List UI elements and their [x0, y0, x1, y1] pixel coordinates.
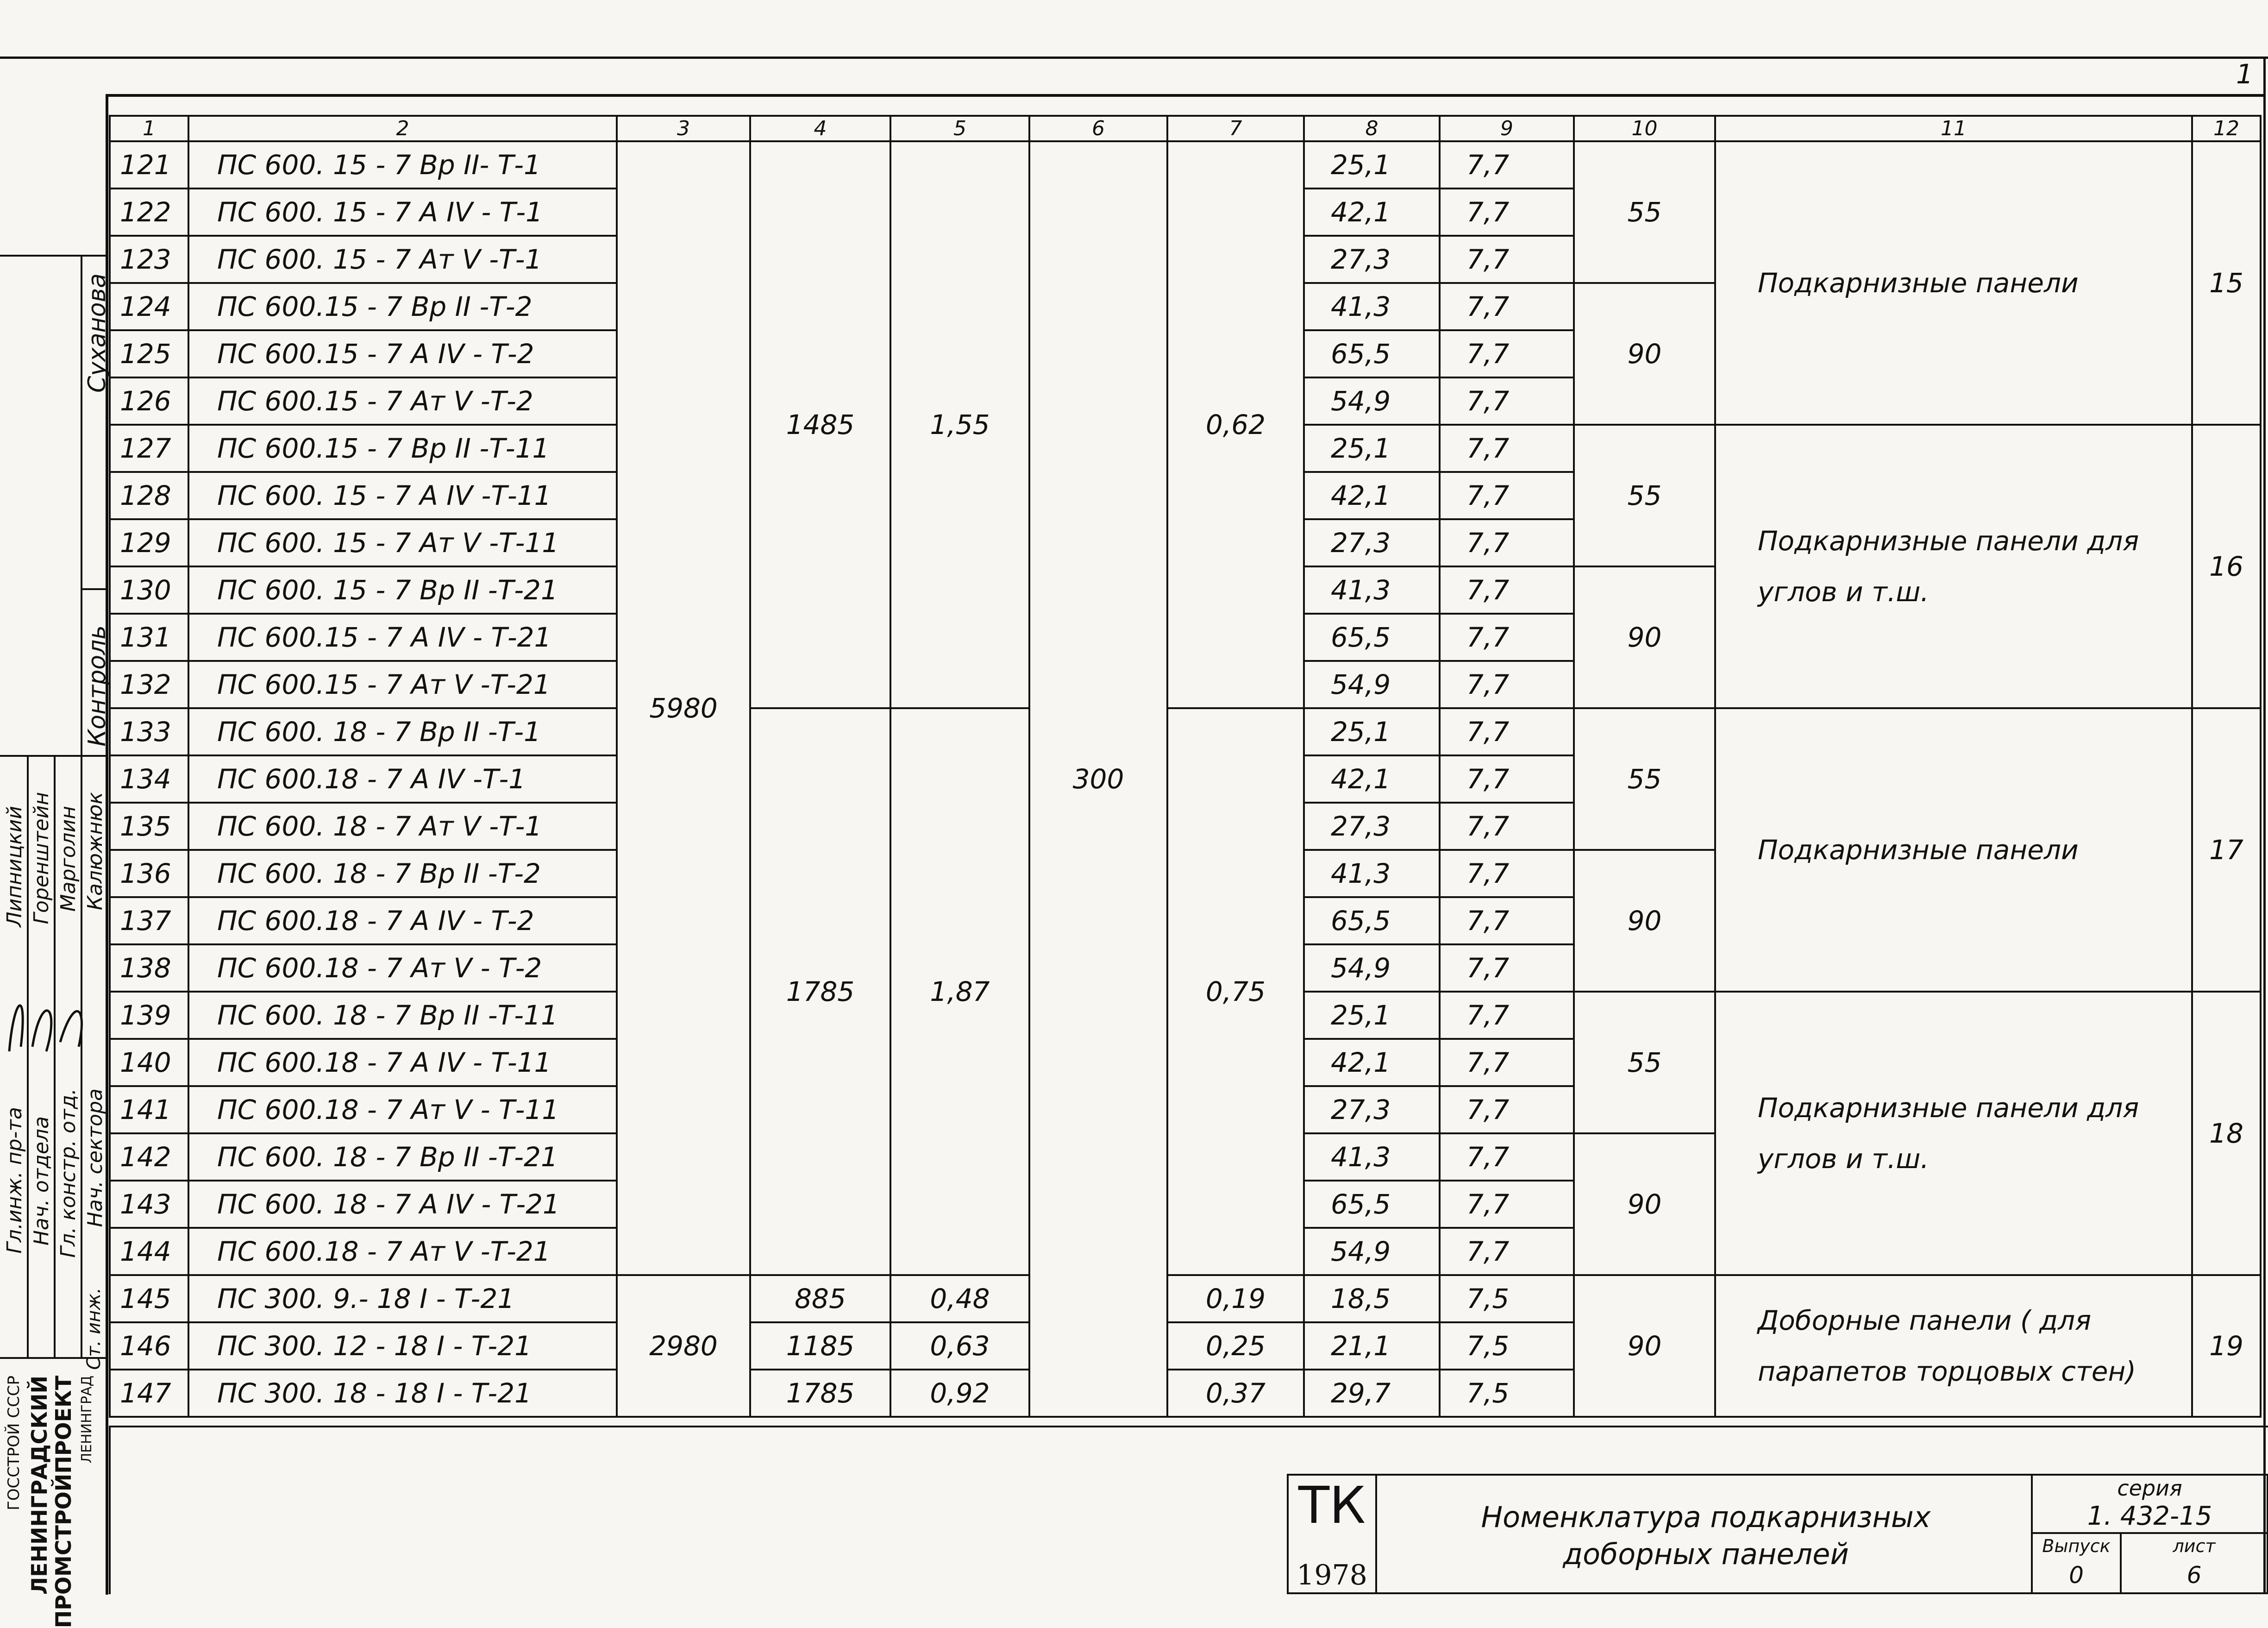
rebar-cell: 7,7	[1440, 1228, 1574, 1275]
table-row	[110, 141, 2261, 189]
issue-box	[2031, 1532, 2122, 1594]
rebar-cell: 7,7	[1440, 330, 1574, 377]
volume-cell: 0,75	[1167, 708, 1304, 1275]
mass-cell: 65,5	[1304, 897, 1440, 944]
row-number-cell: 147	[110, 1370, 188, 1417]
series-box	[2031, 1474, 2268, 1534]
panel-mark-cell: ПС 600.15 - 7 Ат V -Т-21	[188, 661, 617, 708]
mass-cell: 25,1	[1304, 992, 1440, 1039]
mass-cell: 21,1	[1304, 1322, 1440, 1370]
grade-cell: 90	[1574, 850, 1715, 992]
grade-cell: 55	[1574, 425, 1715, 566]
mass-cell: 27,3	[1304, 803, 1440, 850]
rebar-cell: 7,7	[1440, 189, 1574, 236]
panel-mark-cell: ПС 300. 9.- 18 I - Т-21	[188, 1275, 617, 1322]
panel-mark-cell: ПС 600. 15 - 7 Вр II- Т-1	[188, 141, 617, 189]
rebar-cell: 7,7	[1440, 850, 1574, 897]
row-number-cell: 128	[110, 472, 188, 519]
tk-box	[1287, 1474, 1377, 1594]
row-number-cell: 132	[110, 661, 188, 708]
table-body	[110, 141, 2261, 1417]
height-cell: 1785	[750, 1370, 890, 1417]
row-number-cell: 134	[110, 755, 188, 803]
col-header: 6	[1029, 116, 1167, 141]
panel-mark-cell: ПС 300. 18 - 18 I - Т-21	[188, 1370, 617, 1417]
org-leningradsky: ЛЕНИНГРАДСКИЙ	[27, 1376, 52, 1595]
org-gosstroy: ГОССТРОЙ СССР	[5, 1376, 23, 1510]
row-number-cell: 139	[110, 992, 188, 1039]
rebar-cell: 7,7	[1440, 708, 1574, 755]
col-header: 1	[110, 116, 188, 141]
row-number-cell: 136	[110, 850, 188, 897]
panel-mark-cell: ПС 600. 18 - 7 Ат V -Т-1	[188, 803, 617, 850]
col-header: 4	[750, 116, 890, 141]
row-number-cell: 127	[110, 425, 188, 472]
panel-mark-cell: ПС 600. 15 - 7 Ат V -Т-11	[188, 519, 617, 566]
rebar-cell: 7,7	[1440, 992, 1574, 1039]
rebar-cell: 7,7	[1440, 661, 1574, 708]
header-row	[110, 116, 2261, 141]
panel-mark-cell: ПС 600.15 - 7 Ат V -Т-2	[188, 377, 617, 425]
grade-cell: 90	[1574, 566, 1715, 708]
rebar-cell: 7,7	[1440, 755, 1574, 803]
name-lipnitsky: Липницкий	[3, 806, 26, 927]
panel-mark-cell: ПС 600.15 - 7 А IV - Т-2	[188, 330, 617, 377]
weight-cell: 0,63	[890, 1322, 1029, 1370]
panel-mark-cell: ПС 600.18 - 7 А IV - Т-11	[188, 1039, 617, 1086]
title-box	[1375, 1474, 2033, 1594]
sheet-label: лист	[2173, 1536, 2216, 1556]
volume-cell: 0,62	[1167, 141, 1304, 708]
col-header: 8	[1304, 116, 1440, 141]
sheet-value: 6	[2187, 1562, 2202, 1589]
mass-cell: 54,9	[1304, 944, 1440, 992]
row-number-cell: 130	[110, 566, 188, 614]
mass-cell: 41,3	[1304, 850, 1440, 897]
mass-cell: 42,1	[1304, 1039, 1440, 1086]
name-gorenshtein: Горенштейн	[30, 792, 53, 924]
row-number-cell: 133	[110, 708, 188, 755]
row-number-cell: 129	[110, 519, 188, 566]
panel-mark-cell: ПС 600. 18 - 7 Вр II -Т-1	[188, 708, 617, 755]
mass-cell: 27,3	[1304, 236, 1440, 283]
drawing-title: Номенклатура подкарнизных доборных панелей	[1481, 1500, 1931, 1571]
row-number-cell: 124	[110, 283, 188, 330]
table-row	[110, 1275, 2261, 1322]
role-chief-designer: Гл. констр. отд.	[56, 1088, 80, 1258]
panel-mark-cell: ПС 600. 18 - 7 Вр II -Т-11	[188, 992, 617, 1039]
series-label: серия	[2117, 1476, 2182, 1501]
height-cell: 885	[750, 1275, 890, 1322]
name-kalyuzhnyuk: Калюжнюк	[83, 792, 107, 911]
stamp-year: 1978	[1297, 1559, 1367, 1591]
description-cell: Доборные панели ( для парапетов торцовых стен)	[1715, 1275, 2192, 1417]
rebar-cell: 7,5	[1440, 1322, 1574, 1370]
height-cell: 1485	[750, 141, 890, 708]
mass-cell: 65,5	[1304, 1181, 1440, 1228]
row-number-cell: 126	[110, 377, 188, 425]
length-cell: 5980	[617, 141, 750, 1275]
frame-top	[106, 94, 2266, 97]
org-leningrad: ЛЕНИНГРАД	[79, 1376, 95, 1464]
role-head-dept: Нач. отдела	[30, 1116, 53, 1246]
row-number-cell: 122	[110, 189, 188, 236]
ref-cell: 18	[2192, 992, 2261, 1275]
row-number-cell: 121	[110, 141, 188, 189]
mass-cell: 25,1	[1304, 425, 1440, 472]
mass-cell: 54,9	[1304, 377, 1440, 425]
row-number-cell: 138	[110, 944, 188, 992]
title-block	[109, 1426, 2268, 1594]
table-row	[110, 708, 2261, 755]
mass-cell: 41,3	[1304, 283, 1440, 330]
row-number-cell: 123	[110, 236, 188, 283]
rebar-cell: 7,5	[1440, 1275, 1574, 1322]
mass-cell: 42,1	[1304, 755, 1440, 803]
panel-mark-cell: ПС 600. 15 - 7 Ат V -Т-1	[188, 236, 617, 283]
rebar-cell: 7,7	[1440, 472, 1574, 519]
panel-mark-cell: ПС 600.18 - 7 Ат V - Т-2	[188, 944, 617, 992]
mass-cell: 54,9	[1304, 661, 1440, 708]
grade-cell: 90	[1574, 1133, 1715, 1275]
org-promstroyproekt: ПРОМСТРОЙПРОЕКТ	[51, 1376, 76, 1628]
role-chief-engineer: Гл.инж. пр-та	[3, 1107, 26, 1254]
description-cell: Подкарнизные панели для углов и т.ш.	[1715, 992, 2192, 1275]
grade-cell: 55	[1574, 708, 1715, 850]
mass-cell: 25,1	[1304, 708, 1440, 755]
height-cell: 1185	[750, 1322, 890, 1370]
mass-cell: 42,1	[1304, 189, 1440, 236]
panel-mark-cell: ПС 600. 18 - 7 Вр II -Т-21	[188, 1133, 617, 1181]
name-margolin: Марголин	[56, 806, 80, 912]
mass-cell: 18,5	[1304, 1275, 1440, 1322]
row-number-cell: 135	[110, 803, 188, 850]
row-number-cell: 144	[110, 1228, 188, 1275]
panel-mark-cell: ПС 600.18 - 7 Ат V - Т-11	[188, 1086, 617, 1133]
ref-cell: 19	[2192, 1275, 2261, 1417]
signatures	[0, 977, 107, 1061]
mass-cell: 27,3	[1304, 1086, 1440, 1133]
row-number-cell: 142	[110, 1133, 188, 1181]
nomenclature-table	[109, 115, 2262, 1418]
rebar-cell: 7,7	[1440, 614, 1574, 661]
col-header: 11	[1715, 116, 2192, 141]
mass-cell: 41,3	[1304, 566, 1440, 614]
grade-cell: 90	[1574, 283, 1715, 425]
rebar-cell: 7,7	[1440, 425, 1574, 472]
tk-label: ТК	[1298, 1476, 1366, 1535]
description-cell: Подкарнизные панели	[1715, 141, 2192, 425]
grade-cell: 90	[1574, 1275, 1715, 1417]
ref-cell: 16	[2192, 425, 2261, 708]
panel-mark-cell: ПС 600.18 - 7 А IV -Т-1	[188, 755, 617, 803]
rebar-cell: 7,7	[1440, 897, 1574, 944]
mass-cell: 25,1	[1304, 141, 1440, 189]
weight-cell: 0,48	[890, 1275, 1029, 1322]
row-number-cell: 141	[110, 1086, 188, 1133]
col-header: 5	[890, 116, 1029, 141]
rebar-cell: 7,7	[1440, 283, 1574, 330]
mass-cell: 27,3	[1304, 519, 1440, 566]
issue-label: Выпуск	[2042, 1536, 2111, 1556]
row-number-cell: 146	[110, 1322, 188, 1370]
grade-cell: 55	[1574, 992, 1715, 1133]
volume-cell: 0,19	[1167, 1275, 1304, 1322]
length-cell: 2980	[617, 1275, 750, 1417]
panel-mark-cell: ПС 600. 18 - 7 Вр II -Т-2	[188, 850, 617, 897]
mass-cell: 54,9	[1304, 1228, 1440, 1275]
sheet-box	[2120, 1532, 2268, 1594]
panel-mark-cell: ПС 600. 15 - 7 А IV - Т-1	[188, 189, 617, 236]
mass-cell: 65,5	[1304, 330, 1440, 377]
panel-mark-cell: ПС 600. 18 - 7 А IV - Т-21	[188, 1181, 617, 1228]
col-header: 7	[1167, 116, 1304, 141]
sidebar-sukhanova: Суханова	[83, 273, 111, 393]
panel-mark-cell: ПС 600.15 - 7 Вр II -Т-2	[188, 283, 617, 330]
mass-cell: 65,5	[1304, 614, 1440, 661]
sheet-corner-number: 1	[2236, 58, 2253, 90]
rebar-cell: 7,7	[1440, 1086, 1574, 1133]
panel-mark-cell: ПС 600.18 - 7 Ат V -Т-21	[188, 1228, 617, 1275]
role-head-sector: Нач. сектора	[83, 1088, 107, 1227]
description-cell: Подкарнизные панели	[1715, 708, 2192, 992]
ref-cell: 15	[2192, 141, 2261, 425]
row-number-cell: 125	[110, 330, 188, 377]
rebar-cell: 7,7	[1440, 944, 1574, 992]
rebar-cell: 7,7	[1440, 1133, 1574, 1181]
col-header: 3	[617, 116, 750, 141]
description-cell: Подкарнизные панели для углов и т.ш.	[1715, 425, 2192, 708]
mass-cell: 42,1	[1304, 472, 1440, 519]
rebar-cell: 7,7	[1440, 566, 1574, 614]
grade-cell: 55	[1574, 141, 1715, 283]
panel-mark-cell: ПС 600.15 - 7 А IV - Т-21	[188, 614, 617, 661]
col-header: 9	[1440, 116, 1574, 141]
panel-mark-cell: ПС 600. 15 - 7 А IV -Т-11	[188, 472, 617, 519]
role-senior-engineer: Ст. инж.	[83, 1288, 105, 1370]
series-value: 1. 432-15	[2087, 1501, 2212, 1531]
panel-mark-cell: ПС 600. 15 - 7 Вр II -Т-21	[188, 566, 617, 614]
col-header: 12	[2192, 116, 2261, 141]
weight-cell: 1,55	[890, 141, 1029, 708]
row-number-cell: 140	[110, 1039, 188, 1086]
ref-cell: 17	[2192, 708, 2261, 992]
issue-value: 0	[2069, 1562, 2084, 1589]
rebar-cell: 7,7	[1440, 236, 1574, 283]
rebar-cell: 7,7	[1440, 1181, 1574, 1228]
approval-sidebar	[0, 255, 111, 1628]
sidebar-control: Контроль	[83, 625, 111, 747]
volume-cell: 0,25	[1167, 1322, 1304, 1370]
volume-cell: 0,37	[1167, 1370, 1304, 1417]
rebar-cell: 7,5	[1440, 1370, 1574, 1417]
panel-mark-cell: ПС 300. 12 - 18 I - Т-21	[188, 1322, 617, 1370]
mass-cell: 41,3	[1304, 1133, 1440, 1181]
rebar-cell: 7,7	[1440, 519, 1574, 566]
thickness-cell: 300	[1029, 141, 1167, 1417]
weight-cell: 1,87	[890, 708, 1029, 1275]
height-cell: 1785	[750, 708, 890, 1275]
rebar-cell: 7,7	[1440, 1039, 1574, 1086]
panel-mark-cell: ПС 600.18 - 7 А IV - Т-2	[188, 897, 617, 944]
mass-cell: 29,7	[1304, 1370, 1440, 1417]
rebar-cell: 7,7	[1440, 377, 1574, 425]
row-number-cell: 143	[110, 1181, 188, 1228]
col-header: 2	[188, 116, 617, 141]
col-header: 10	[1574, 116, 1715, 141]
frame-right	[2263, 57, 2266, 1594]
row-number-cell: 137	[110, 897, 188, 944]
top-rule	[0, 57, 2268, 59]
panel-mark-cell: ПС 600.15 - 7 Вр II -Т-11	[188, 425, 617, 472]
rebar-cell: 7,7	[1440, 141, 1574, 189]
row-number-cell: 131	[110, 614, 188, 661]
rebar-cell: 7,7	[1440, 803, 1574, 850]
weight-cell: 0,92	[890, 1370, 1029, 1417]
row-number-cell: 145	[110, 1275, 188, 1322]
